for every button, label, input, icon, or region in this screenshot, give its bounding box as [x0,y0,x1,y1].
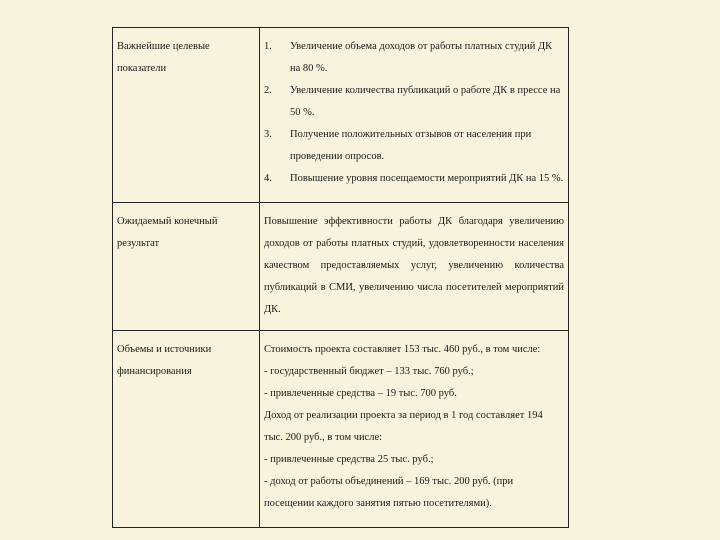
list-item [264,168,564,190]
financing-line: - привлеченные средства 25 тыс. руб.; [264,454,434,465]
list-item [264,124,564,168]
list-item [264,36,564,80]
row-label: Объемы и источники финансирования [117,344,212,377]
target-indicators-list [264,36,564,190]
list-item-text: Повышение уровня посещаемости мероприятий ДК на 15 %. [290,173,564,184]
row-content-cell [260,28,569,203]
list-item [264,80,564,124]
row-label: Ожидаемый конечный результат [117,216,218,249]
list-item-text: Увеличение объема доходов от работы платных студий ДК на 80 %. [290,41,553,74]
financing-line: - доход от работы объединений – 169 тыс. 200 руб. (при посещении каждого занятия пятью посетителями). [264,476,514,509]
list-item-text: Получение положительных отзывов от населения при проведении опросов. [290,129,532,162]
table-row [113,331,569,528]
financing-line: Стоимость проекта составляет 153 тыс. 460 руб., в том числе: [264,344,541,355]
expected-result-text: Повышение эффективности работы ДК благодаря увеличению доходов от работы платных студий, удовлетворенности населения качеством предоставляемых услуг, увеличению количества публикаций в СМИ, увеличению числа посетителей мероприятий ДК. [264,216,564,315]
row-label-cell [113,28,260,203]
list-item-number: 2. [264,85,272,96]
list-item-text: Увеличение количества публикаций о работе ДК в прессе на 50 %. [290,85,561,118]
financing-line: - государственный бюджет – 133 тыс. 760 руб.; [264,366,474,377]
financing-line: - привлеченные средства – 19 тыс. 700 руб. [264,388,457,399]
row-label: Важнейшие целевые показатели [117,41,210,74]
table-row [113,203,569,331]
row-label-cell [113,331,260,528]
list-item-number: 4. [264,173,272,184]
row-label-cell [113,203,260,331]
list-item-number: 3. [264,129,272,140]
row-content-cell [260,331,569,528]
row-content-cell [260,203,569,331]
project-passport-table [112,27,569,528]
list-item-number: 1. [264,41,272,52]
table-row [113,28,569,203]
financing-line: Доход от реализации проекта за период в 1 год составляет 194 тыс. 200 руб., в том числе: [264,410,543,443]
financing-details [260,331,568,515]
